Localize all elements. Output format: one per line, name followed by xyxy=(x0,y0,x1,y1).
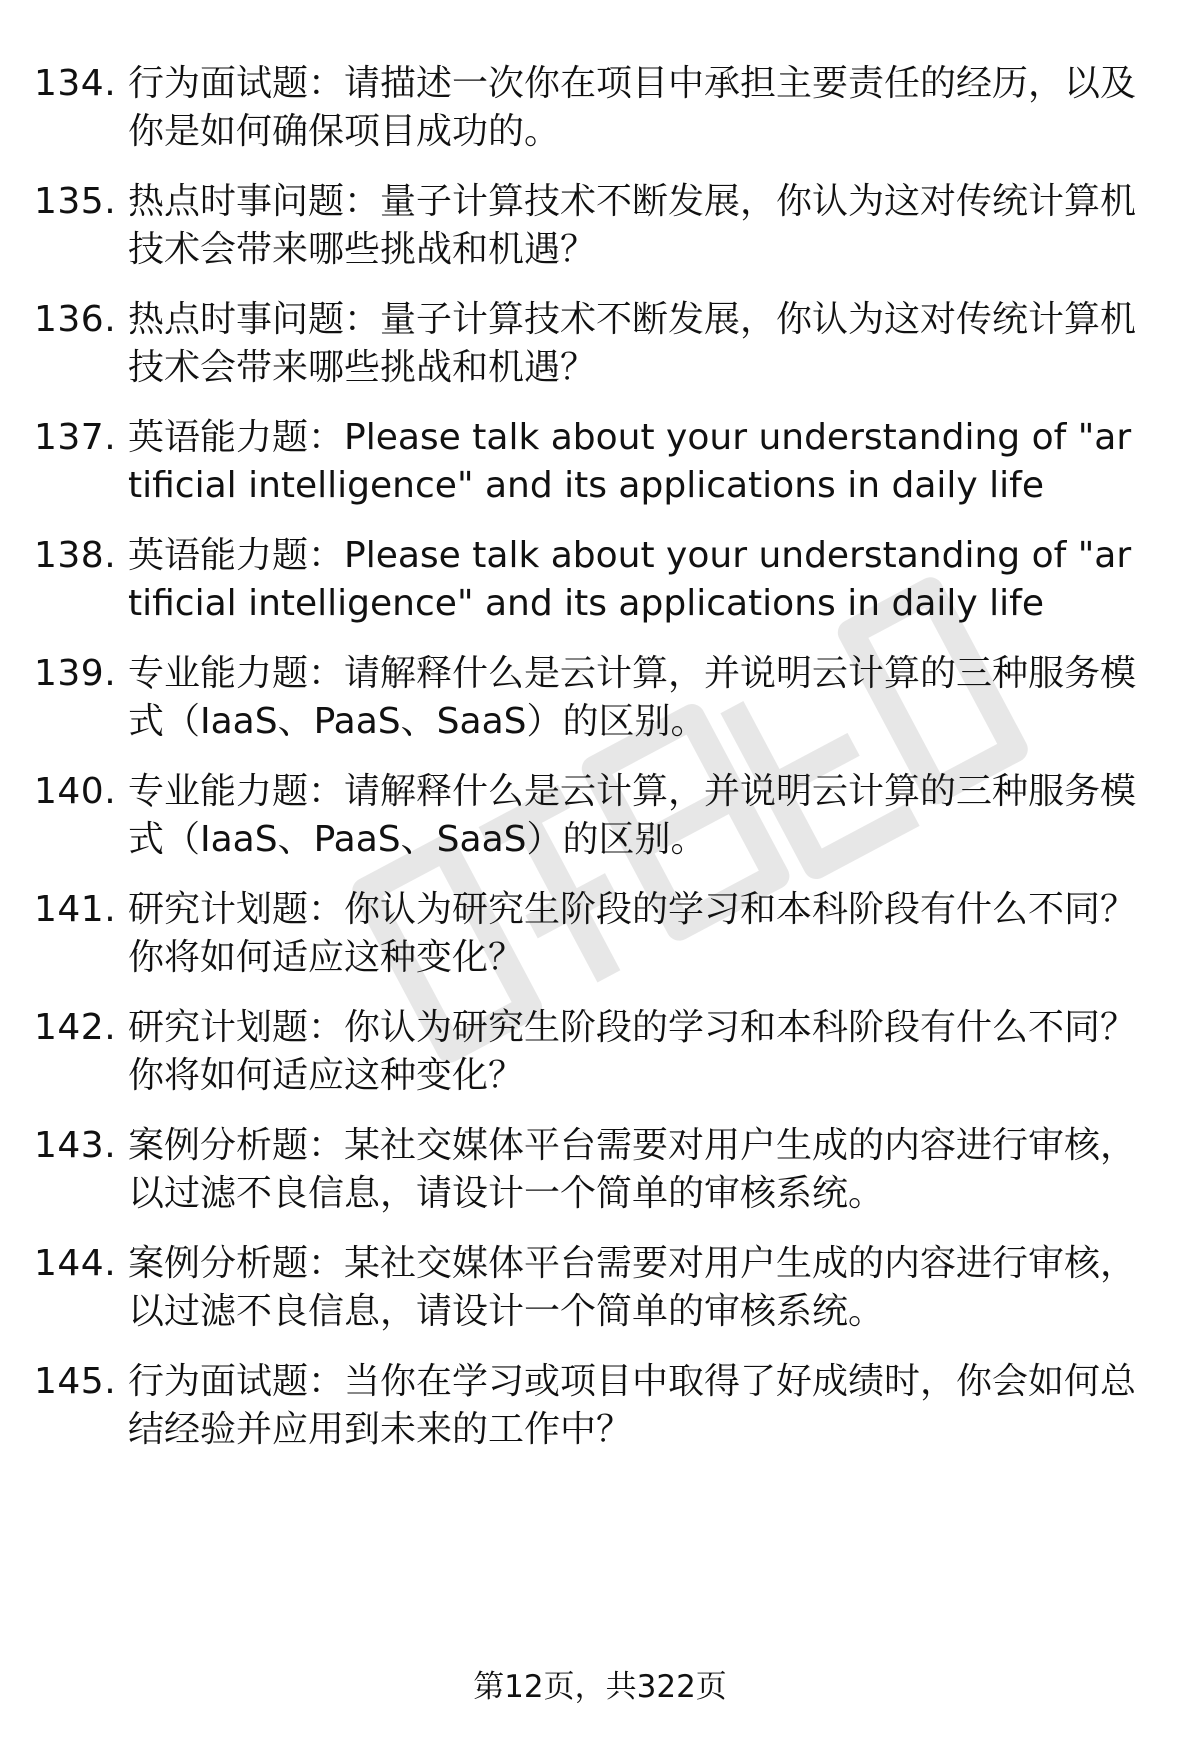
question-text: 案例分析题：某社交媒体平台需要对用户生成的内容进行审核，以过滤不良信息，请设计一个简单的审核系统。 xyxy=(128,1243,1137,1332)
question-text: 专业能力题：请解释什么是云计算，并说明云计算的三种服务模式（IaaS、PaaS、SaaS）的区别。 xyxy=(128,771,1137,860)
question-number: 144. xyxy=(34,1243,117,1284)
question-number: 137. xyxy=(34,417,117,458)
question-number: 145. xyxy=(34,1361,117,1402)
question-text: 专业能力题：请解释什么是云计算，并说明云计算的三种服务模式（IaaS、PaaS、SaaS）的区别。 xyxy=(128,653,1137,742)
question-item xyxy=(0,178,1200,298)
question-item xyxy=(0,1004,1200,1124)
question-text: 英语能力题：Please talk about your understanding of "artificial intelligence" and its applications in daily life xyxy=(128,417,1132,506)
question-number: 136. xyxy=(34,299,117,340)
question-number: 140. xyxy=(34,771,117,812)
question-item xyxy=(0,532,1200,652)
question-number: 141. xyxy=(34,889,117,930)
question-item xyxy=(0,414,1200,534)
question-item xyxy=(0,60,1200,180)
question-item xyxy=(0,1240,1200,1360)
question-number: 138. xyxy=(34,535,117,576)
question-number: 134. xyxy=(34,63,117,104)
question-text: 英语能力题：Please talk about your understanding of "artificial intelligence" and its applications in daily life xyxy=(128,535,1132,624)
question-text: 热点时事问题：量子计算技术不断发展，你认为这对传统计算机技术会带来哪些挑战和机遇？ xyxy=(128,299,1137,388)
question-text: 行为面试题：当你在学习或项目中取得了好成绩时，你会如何总结经验并应用到未来的工作中？ xyxy=(128,1361,1137,1450)
question-number: 139. xyxy=(34,653,117,694)
question-item xyxy=(0,768,1200,888)
question-item xyxy=(0,886,1200,1006)
question-text: 研究计划题：你认为研究生阶段的学习和本科阶段有什么不同？你将如何适应这种变化？ xyxy=(128,1007,1137,1096)
question-number: 143. xyxy=(34,1125,117,1166)
question-text: 案例分析题：某社交媒体平台需要对用户生成的内容进行审核，以过滤不良信息，请设计一个简单的审核系统。 xyxy=(128,1125,1137,1214)
question-number: 135. xyxy=(34,181,117,222)
question-text: 热点时事问题：量子计算技术不断发展，你认为这对传统计算机技术会带来哪些挑战和机遇？ xyxy=(128,181,1137,270)
question-text: 行为面试题：请描述一次你在项目中承担主要责任的经历，以及你是如何确保项目成功的。 xyxy=(128,63,1137,152)
page-footer: 第12页，共322页 xyxy=(473,1669,727,1705)
question-item xyxy=(0,650,1200,770)
question-number: 142. xyxy=(34,1007,117,1048)
question-item xyxy=(0,1122,1200,1242)
question-item xyxy=(0,1358,1200,1478)
question-item xyxy=(0,296,1200,416)
question-text: 研究计划题：你认为研究生阶段的学习和本科阶段有什么不同？你将如何适应这种变化？ xyxy=(128,889,1137,978)
